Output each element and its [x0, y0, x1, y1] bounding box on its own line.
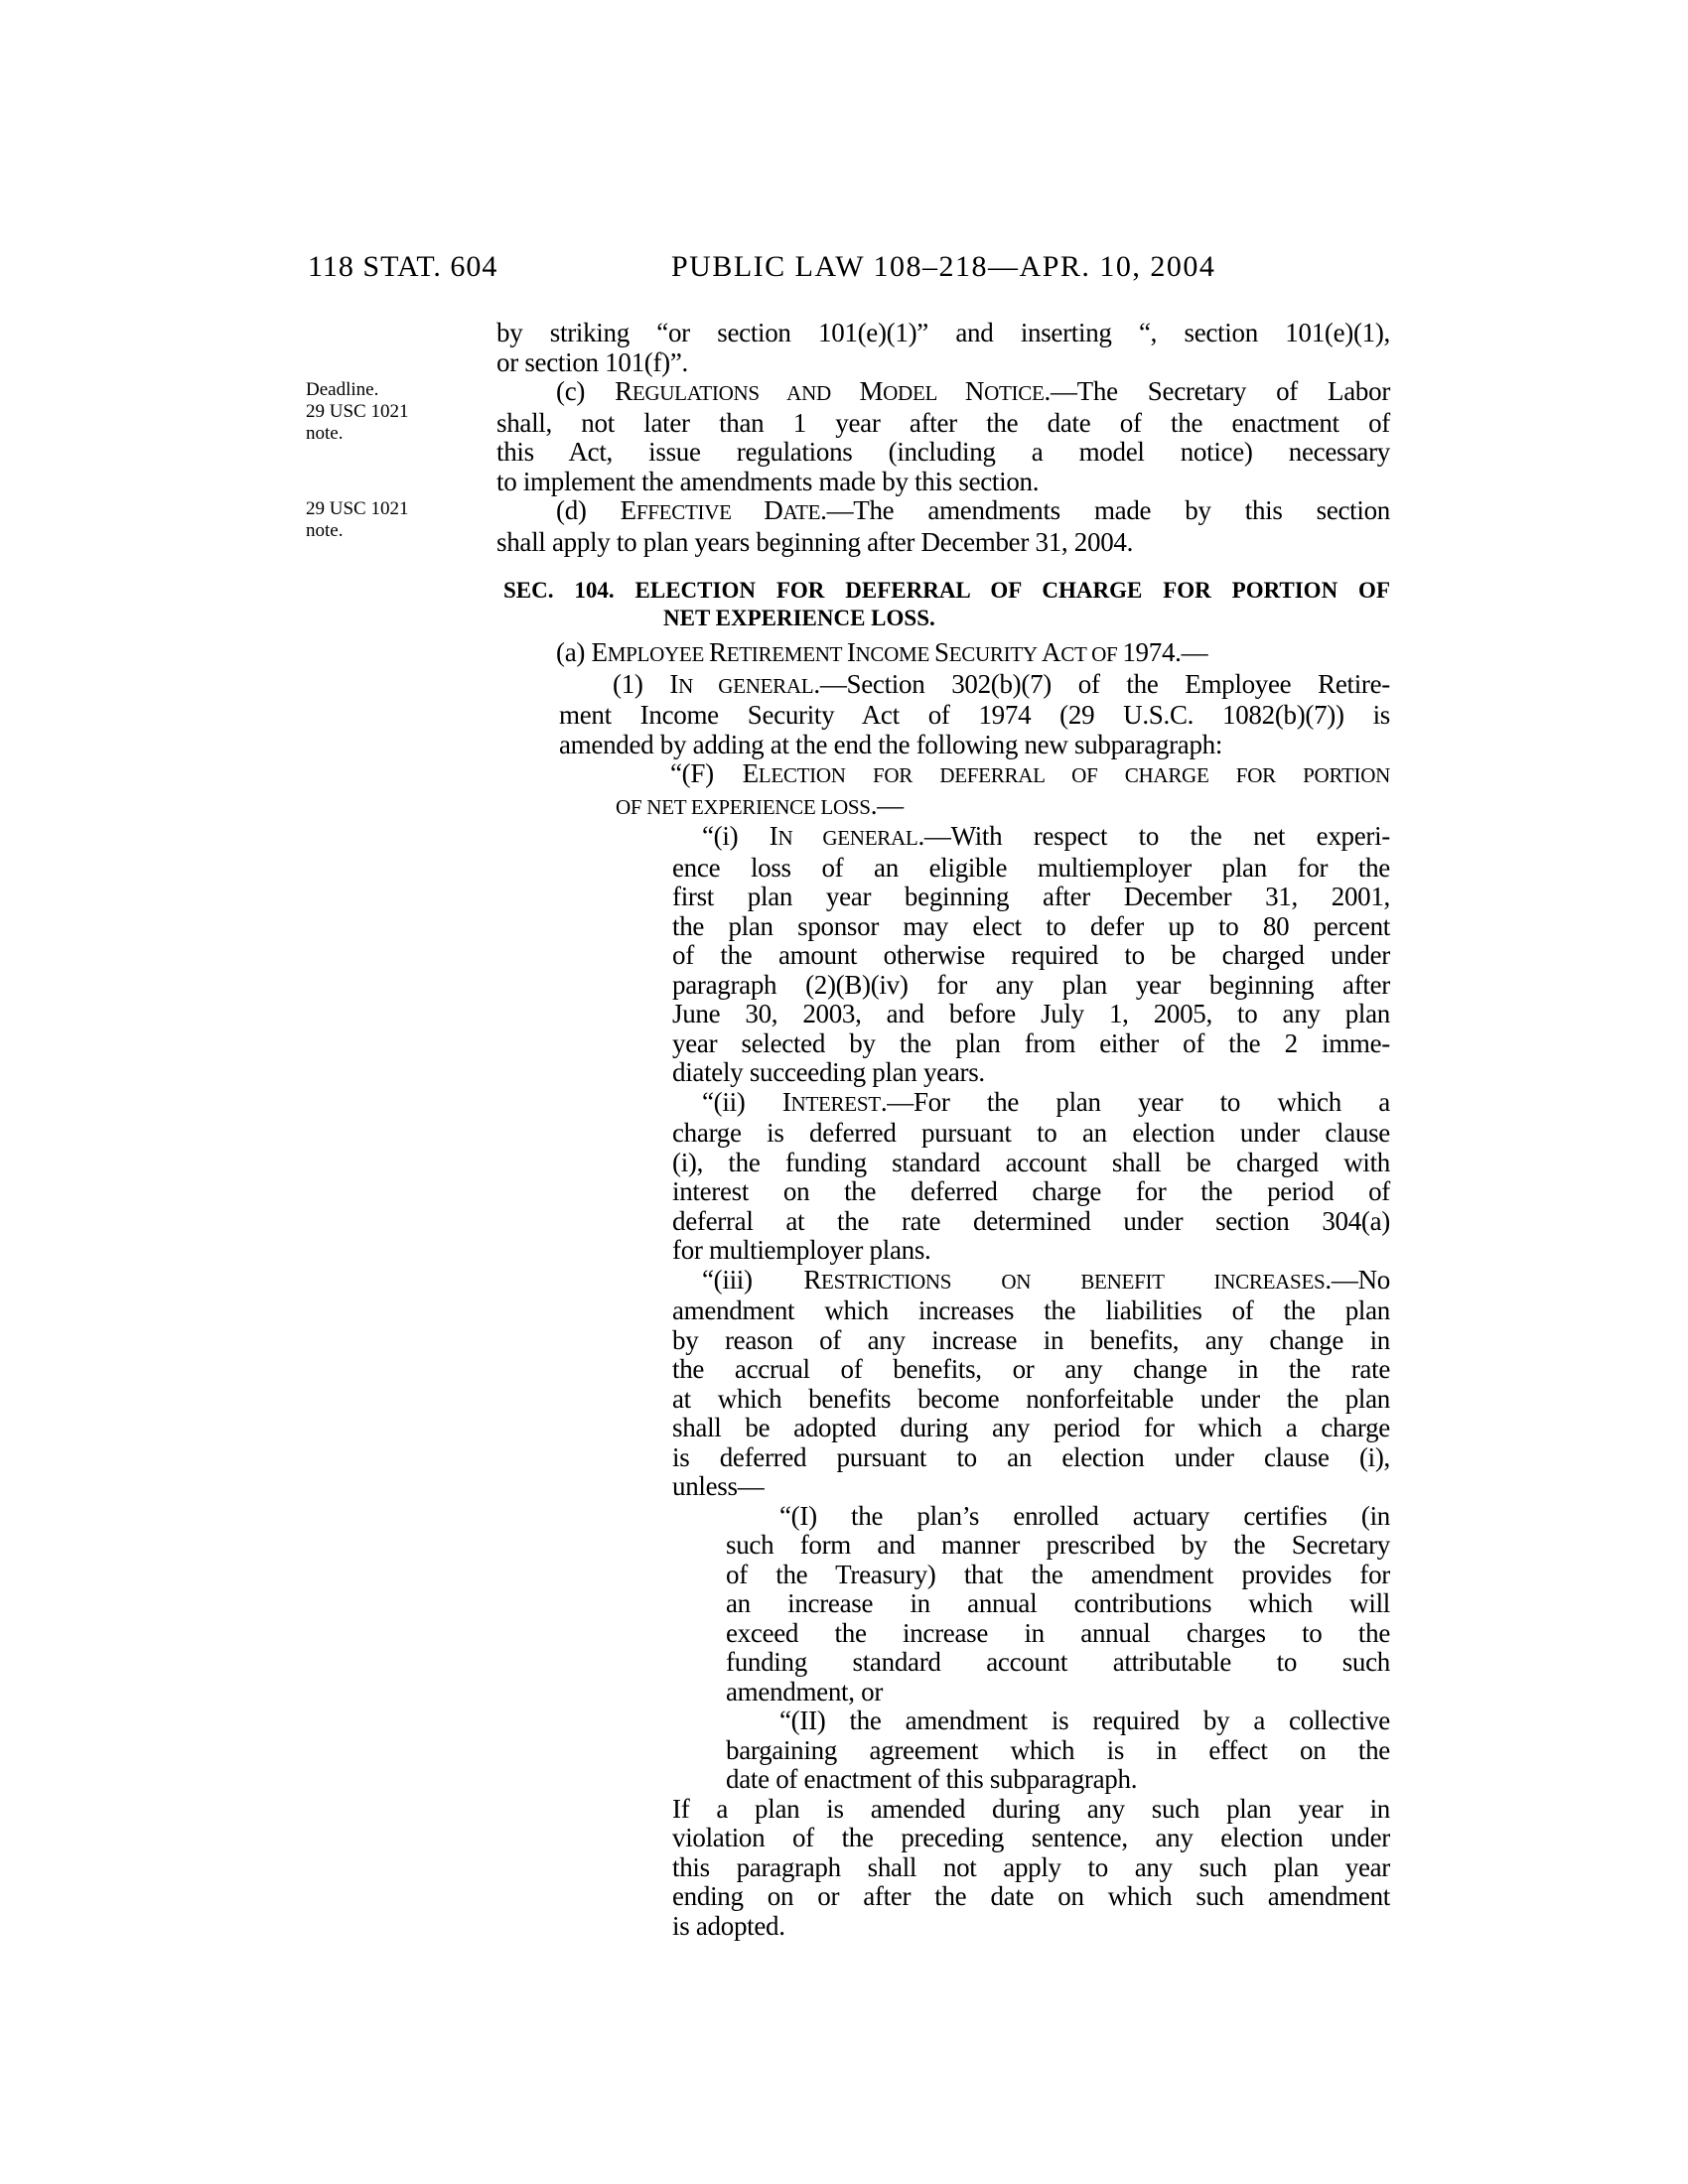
text-run: “(F) E: [670, 758, 759, 788]
paragraph: [496, 822, 1390, 1088]
header-law-title: PUBLIC LAW 108–218—APR. 10, 2004: [671, 250, 1216, 283]
text-run: by reason of any increase in benefits, any change in: [672, 1324, 1390, 1355]
text-run: (1) I: [613, 668, 679, 699]
small-caps-run: OF NET EXPERIENCE LOSS: [616, 794, 871, 819]
text-run: first plan year beginning after December 31, 2001,: [672, 882, 1390, 911]
small-caps-run: LECTION FOR DEFERRAL OF CHARGE FOR PORTION: [758, 763, 1390, 787]
text-run: of the Treasury) that the amendment provides for: [726, 1559, 1390, 1589]
margin-note-line: note.: [306, 520, 344, 541]
small-caps-run: ATE: [782, 500, 821, 524]
text-run: exceed the increase in annual charges to the: [726, 1617, 1390, 1648]
text-run: an increase in annual contributions which will: [726, 1588, 1390, 1618]
margin-note: [306, 498, 490, 542]
text-line: [496, 1531, 1390, 1561]
text-line: [496, 701, 1390, 731]
text-run: “(ii) I: [702, 1086, 791, 1117]
text-line: [496, 1472, 1390, 1502]
text-line: [496, 377, 1390, 409]
text-run: .—With respect to the net experi-: [917, 821, 1390, 851]
text-run: .—The Secretary of Labor: [1044, 376, 1391, 406]
text-run: (d) E: [556, 495, 636, 525]
text-run: (c) R: [556, 376, 633, 406]
header-stat-number: 118 STAT. 604: [308, 250, 498, 283]
text-line: [496, 1502, 1390, 1532]
text-line: [496, 1177, 1390, 1207]
paragraph: [496, 319, 1390, 377]
text-line: [496, 1326, 1390, 1356]
text-line: [496, 1297, 1390, 1326]
text-line: [496, 791, 1390, 823]
text-run: paragraph (2)(B)(iv) for any plan year beginning after: [672, 969, 1390, 1000]
text-run: .—No: [1325, 1264, 1390, 1295]
text-line: [496, 468, 1390, 497]
text-run: of the amount otherwise required to be charged under: [672, 940, 1390, 970]
margin-note: [306, 379, 490, 445]
text-run: date of enactment of this subparagraph.: [726, 1764, 1138, 1794]
text-line: [496, 1149, 1390, 1178]
margin-note-line: 29 USC 1021: [306, 401, 409, 422]
text-line: [496, 1619, 1390, 1649]
text-line: [496, 670, 1390, 702]
text-run: “(i) I: [702, 821, 778, 851]
text-line: [496, 1912, 1390, 1942]
text-line: [496, 319, 1390, 348]
paragraph: [496, 1706, 1390, 1795]
text-line: [496, 1882, 1390, 1912]
text-run: ending on or after the date on which such amendment: [672, 1881, 1390, 1911]
text-run: is adopted.: [672, 1910, 785, 1941]
text-run: (a) E: [556, 637, 608, 667]
small-caps-run: NTEREST: [790, 1091, 881, 1116]
text-run: .—Section 302(b)(7) of the Employee Retire-: [813, 668, 1390, 699]
text-line: [496, 1355, 1390, 1385]
text-run: shall be adopted during any period for which a charge: [672, 1413, 1390, 1442]
text-run: “(iii) R: [702, 1264, 822, 1295]
text-run: SEC. 104. ELECTION FOR DEFERRAL OF CHARGE FOR PORTION OF: [503, 578, 1390, 603]
text-run: or section 101(f)”.: [496, 346, 688, 377]
margin-note-line: 29 USC 1021: [306, 498, 409, 519]
text-line: [496, 638, 1390, 670]
text-run: at which benefits become nonforfeitable under the plan: [672, 1383, 1390, 1414]
text-line: [496, 822, 1390, 854]
text-run: “(I) the plan’s enrolled actuary certifies (in: [779, 1500, 1390, 1531]
text-line: [496, 731, 1390, 760]
small-caps-run: MPLOYEE: [607, 642, 709, 666]
small-caps-run: ECURITY: [948, 642, 1042, 666]
text-run: M: [859, 376, 884, 406]
text-line: [496, 528, 1390, 558]
text-line: [496, 1088, 1390, 1120]
text-line: [496, 1119, 1390, 1149]
text-line: [496, 438, 1390, 468]
paragraph: [496, 638, 1390, 670]
text-run: shall, not later than 1 year after the date of the enactment of: [496, 407, 1390, 438]
text-line: [496, 759, 1390, 791]
text-run: S: [934, 637, 949, 667]
body-column: [496, 319, 1390, 1941]
text-run: N: [964, 376, 985, 406]
text-line: [496, 1561, 1390, 1590]
text-line: [496, 1236, 1390, 1266]
paragraph: [496, 759, 1390, 822]
text-run: ment Income Security Act of 1974 (29 U.S.C. 1082(b)(7)) is: [559, 700, 1390, 730]
paragraph: [496, 1266, 1390, 1502]
text-run: (i), the funding standard account shall be charged with: [672, 1147, 1390, 1177]
margin-note-line: note.: [306, 423, 344, 444]
text-run: by striking “or section 101(e)(1)” and inserting “, section 101(e)(1),: [496, 318, 1390, 347]
text-run: violation of the preceding sentence, any election under: [672, 1823, 1390, 1852]
small-caps-run: ETIREMENT: [726, 642, 847, 666]
text-run: unless—: [672, 1471, 765, 1501]
text-run: NET EXPERIENCE LOSS.: [663, 606, 935, 630]
text-line: [496, 1266, 1390, 1297]
text-line: [496, 912, 1390, 942]
text-run: If a plan is amended during any such plan year in: [672, 1793, 1390, 1824]
text-line: [496, 1000, 1390, 1029]
small-caps-run: NCOME: [855, 642, 934, 666]
text-line: [496, 605, 1390, 632]
text-line: [496, 883, 1390, 912]
text-run: “(II) the amendment is required by a collective: [779, 1706, 1390, 1735]
paragraph: [496, 1088, 1390, 1266]
text-line: [496, 496, 1390, 528]
text-line: [496, 409, 1390, 439]
text-run: year selected by the plan from either of the 2 imme-: [672, 1027, 1390, 1058]
text-run: ence loss of an eligible multiemployer plan for the: [672, 852, 1390, 883]
text-line: [496, 1795, 1390, 1825]
text-run: is deferred pursuant to an election under clause (i),: [672, 1441, 1390, 1472]
text-line: [496, 971, 1390, 1001]
text-line: [496, 1058, 1390, 1088]
text-run: shall apply to plan years beginning after December 31, 2004.: [496, 526, 1134, 557]
text-run: bargaining agreement which is in effect on the: [726, 1734, 1390, 1765]
paragraph: [496, 496, 1390, 557]
text-line: [496, 1648, 1390, 1678]
text-line: [496, 1736, 1390, 1766]
text-run: A: [1042, 637, 1061, 667]
paragraph: [496, 670, 1390, 760]
text-line: [496, 1765, 1390, 1795]
small-caps-run: EGULATIONS AND: [632, 381, 860, 405]
small-caps-run: CT OF: [1060, 642, 1123, 666]
text-line: [496, 1706, 1390, 1736]
text-line: [496, 1824, 1390, 1853]
text-run: this paragraph shall not apply to any such plan year: [672, 1851, 1390, 1882]
paragraph: [496, 1502, 1390, 1707]
text-line: [496, 577, 1390, 605]
text-line: [496, 1207, 1390, 1237]
text-run: the accrual of benefits, or any change in the rate: [672, 1354, 1390, 1384]
text-run: D: [764, 495, 783, 525]
text-line: [496, 1678, 1390, 1707]
text-line: [496, 1443, 1390, 1473]
small-caps-run: ODEL: [883, 381, 965, 405]
paragraph: [496, 1795, 1390, 1942]
small-caps-run: N GENERAL: [678, 673, 814, 698]
text-run: June 30, 2003, and before July 1, 2005, to any plan: [672, 999, 1390, 1028]
text-run: I: [846, 637, 856, 667]
text-line: [496, 348, 1390, 378]
text-line: [496, 1853, 1390, 1883]
text-line: [496, 1589, 1390, 1619]
text-run: for multiemployer plans.: [672, 1235, 931, 1265]
text-run: funding standard account attributable to such: [726, 1647, 1390, 1677]
text-line: [496, 1029, 1390, 1059]
text-line: [496, 941, 1390, 971]
text-run: deferral at the rate determined under section 304(a): [672, 1205, 1390, 1236]
text-line: [496, 1414, 1390, 1443]
small-caps-run: ESTRICTIONS ON BENEFIT INCREASES: [821, 1269, 1326, 1294]
text-run: the plan sponsor may elect to defer up to 80 percent: [672, 910, 1390, 941]
text-run: .—: [870, 789, 904, 820]
paragraph: [496, 377, 1390, 496]
text-line: [496, 1385, 1390, 1415]
text-run: diately succeeding plan years.: [672, 1057, 985, 1087]
small-caps-run: FFECTIVE: [635, 500, 765, 524]
section-heading: [496, 577, 1390, 632]
text-run: such form and manner prescribed by the Secretary: [726, 1530, 1390, 1560]
text-run: to implement the amendments made by this section.: [496, 466, 1040, 496]
small-caps-run: OTICE: [984, 381, 1045, 405]
text-run: .—For the plan year to which a: [880, 1086, 1390, 1117]
text-run: R: [708, 637, 727, 667]
text-run: amendment which increases the liabilities of the plan: [672, 1296, 1390, 1325]
margin-note-line: Deadline.: [306, 379, 379, 400]
text-run: .—The amendments made by this section: [820, 495, 1390, 525]
text-run: charge is deferred pursuant to an election under clause: [672, 1118, 1390, 1148]
text-run: amendment, or: [726, 1676, 884, 1706]
text-run: this Act, issue regulations (including a model notice) necessary: [496, 437, 1390, 467]
text-run: 1974.—: [1122, 637, 1208, 667]
text-run: amended by adding at the end the following new subparagraph:: [559, 729, 1223, 759]
text-line: [496, 854, 1390, 884]
small-caps-run: N GENERAL: [777, 826, 918, 850]
text-run: interest on the deferred charge for the period of: [672, 1176, 1390, 1206]
